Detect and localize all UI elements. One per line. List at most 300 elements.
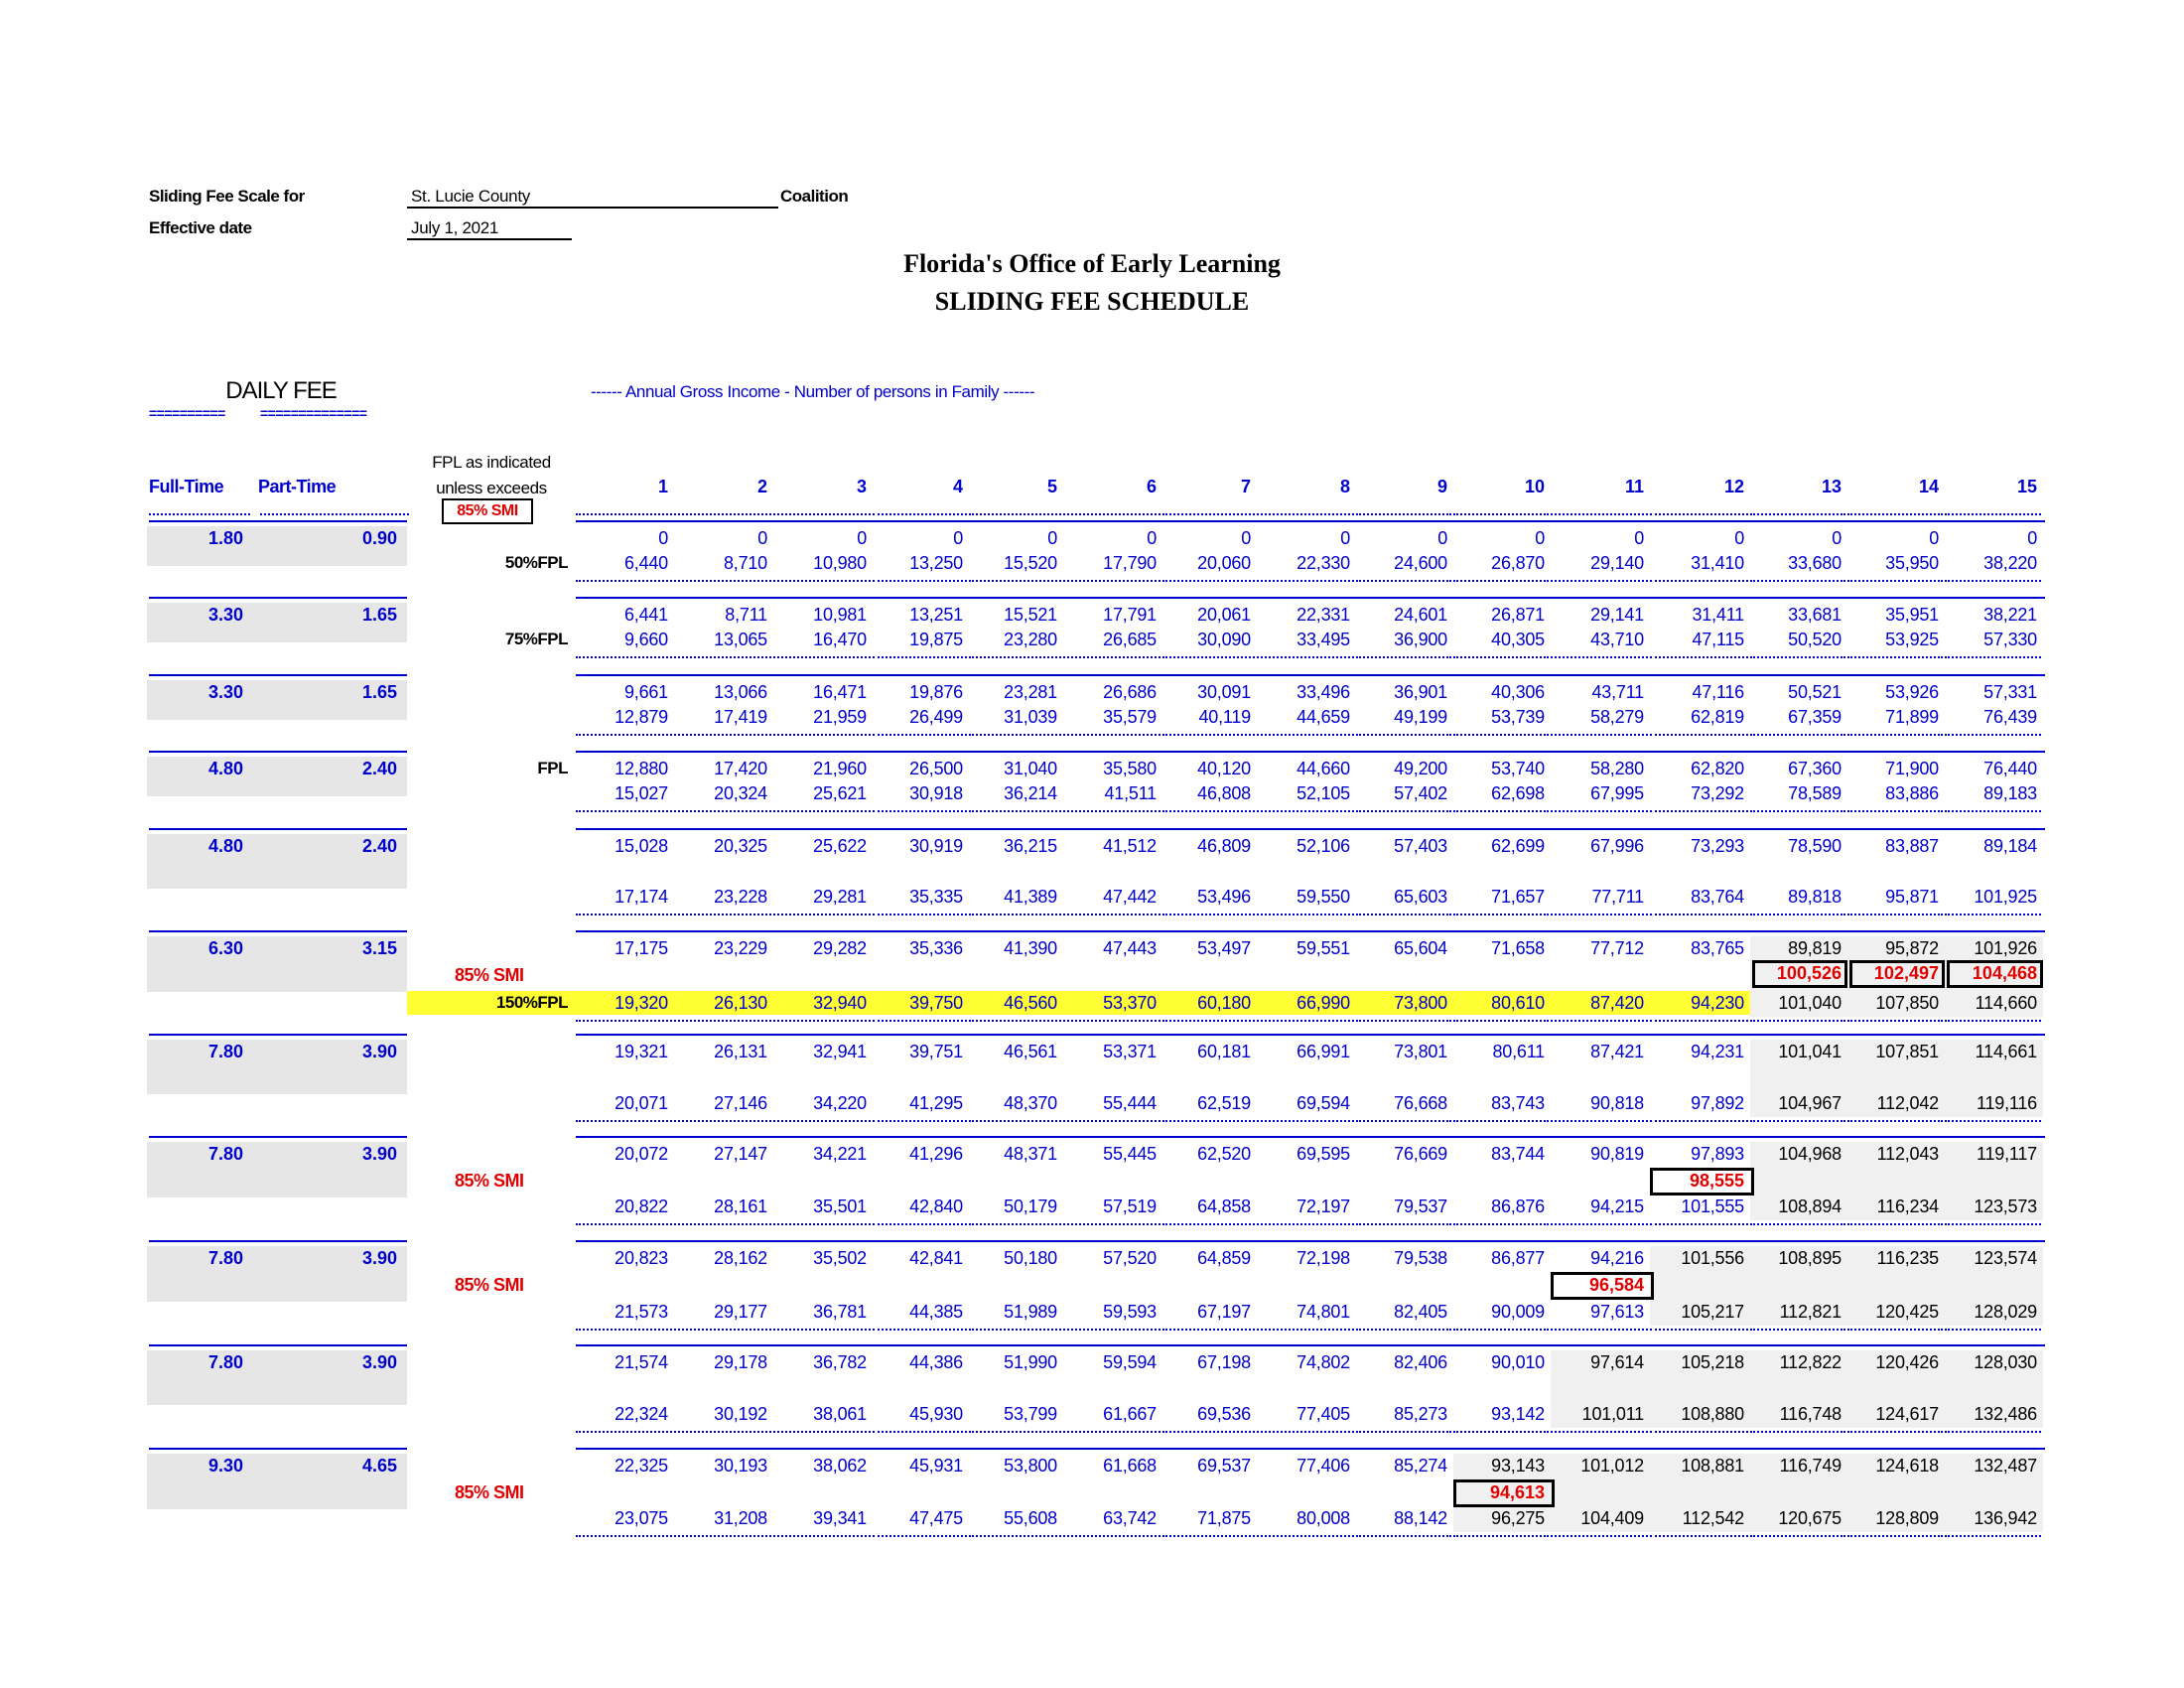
family-size-header: 2 — [756, 477, 767, 496]
income-low-cell: 13,066 — [714, 682, 767, 702]
header-dash-col — [773, 513, 871, 515]
income-low-cell: 53,371 — [1103, 1042, 1157, 1061]
tier-dash — [1356, 1535, 1451, 1537]
income-high-cell: 83,743 — [1491, 1093, 1545, 1113]
income-low-cell: 65,604 — [1394, 938, 1447, 958]
income-high-cell: 86,876 — [1491, 1196, 1545, 1216]
income-low-cell: 62,520 — [1197, 1144, 1251, 1164]
income-low-cell: 17,420 — [714, 759, 767, 778]
tier-dash — [1162, 656, 1255, 658]
income-high-cell: 108,880 — [1681, 1404, 1744, 1424]
tier-dash — [674, 656, 771, 658]
tier-dash — [576, 580, 672, 582]
tier-dash — [1356, 1223, 1451, 1225]
tier-dash — [1453, 1223, 1549, 1225]
income-high-cell: 38,061 — [813, 1404, 867, 1424]
income-high-cell: 47,442 — [1103, 887, 1157, 907]
income-high-cell: 29,140 — [1590, 553, 1644, 573]
income-low-cell: 39,751 — [909, 1042, 963, 1061]
income-low-cell: 41,296 — [909, 1144, 963, 1164]
tier-label: 50%FPL — [504, 553, 568, 572]
income-low-cell: 34,221 — [813, 1144, 867, 1164]
title-line2: SLIDING FEE SCHEDULE — [934, 287, 1250, 316]
income-high-cell: 90,818 — [1590, 1093, 1644, 1113]
tier-separator-right — [576, 1136, 2045, 1138]
income-low-cell: 108,895 — [1778, 1248, 1842, 1268]
full-time-fee: 7.80 — [207, 1248, 243, 1268]
income-low-cell: 31,040 — [1004, 759, 1057, 778]
tier-dash — [1945, 810, 2041, 812]
tier-dash — [969, 580, 1061, 582]
income-high-cell: 67,995 — [1590, 783, 1644, 803]
tier-dash — [1257, 1223, 1354, 1225]
tier-dash — [576, 1120, 672, 1122]
income-high-cell: 97,613 — [1590, 1302, 1644, 1322]
income-low-cell: 101,041 — [1778, 1042, 1842, 1061]
income-low-cell: 57,331 — [1983, 682, 2037, 702]
family-size-header: 11 — [1624, 477, 1644, 496]
income-low-cell: 23,229 — [714, 938, 767, 958]
income-low-cell: 101,012 — [1580, 1456, 1644, 1476]
tier-dash — [1257, 1020, 1354, 1022]
header-dash-col — [1650, 513, 1748, 515]
tier-separator — [149, 1136, 407, 1138]
income-high-cell: 94,215 — [1590, 1196, 1644, 1216]
income-high-cell: 15,027 — [614, 783, 668, 803]
income-low-cell: 95,872 — [1885, 938, 1939, 958]
income-high-cell: 89,818 — [1788, 887, 1842, 907]
income-low-cell: 94,216 — [1590, 1248, 1644, 1268]
tier-dash — [1945, 1120, 2041, 1122]
income-low-cell: 76,440 — [1983, 759, 2037, 778]
income-high-cell: 30,918 — [909, 783, 963, 803]
income-low-cell: 17,175 — [614, 938, 668, 958]
income-low-cell: 35,502 — [813, 1248, 867, 1268]
income-low-cell: 41,390 — [1004, 938, 1057, 958]
income-high-cell: 101,555 — [1681, 1196, 1744, 1216]
tier-dash — [773, 1535, 871, 1537]
income-low-cell: 97,893 — [1691, 1144, 1744, 1164]
income-low-cell: 90,819 — [1590, 1144, 1644, 1164]
income-low-cell: 87,421 — [1590, 1042, 1644, 1061]
tier-dash — [1650, 580, 1748, 582]
income-high-cell: 120,675 — [1778, 1508, 1842, 1528]
income-high-cell: 76,668 — [1394, 1093, 1447, 1113]
income-low-cell: 38,062 — [813, 1456, 867, 1476]
income-low-cell: 73,801 — [1394, 1042, 1447, 1061]
tier-dash — [1551, 1120, 1648, 1122]
income-low-cell: 112,822 — [1779, 1352, 1842, 1372]
income-low-cell: 105,218 — [1681, 1352, 1744, 1372]
tier-dash — [1063, 1020, 1160, 1022]
income-low-cell: 67,198 — [1197, 1352, 1251, 1372]
tier-dash — [1063, 1120, 1160, 1122]
income-high-cell: 53,925 — [1885, 630, 1939, 649]
fpl150-label: 150%FPL — [495, 993, 568, 1012]
income-low-cell: 114,661 — [1975, 1042, 2037, 1061]
title-line1: Florida's Office of Early Learning — [903, 249, 1281, 278]
tier-dash — [1847, 656, 1943, 658]
income-low-cell: 112,043 — [1876, 1144, 1939, 1164]
income-high-cell: 21,573 — [614, 1302, 668, 1322]
income-high-cell: 41,389 — [1004, 887, 1057, 907]
tier-dash — [1356, 810, 1451, 812]
income-low-cell: 20,072 — [614, 1144, 668, 1164]
income-low-cell: 0 — [1147, 528, 1157, 548]
full-time-fee: 7.80 — [207, 1042, 243, 1061]
income-low-cell: 101,556 — [1681, 1248, 1744, 1268]
tier-dash — [1847, 1020, 1943, 1022]
income-high-cell: 20,071 — [614, 1093, 668, 1113]
tier-separator — [149, 674, 407, 676]
family-size-header: 15 — [2016, 477, 2037, 496]
income-high-cell: 120,425 — [1875, 1302, 1939, 1322]
family-size-header: 14 — [1918, 477, 1939, 496]
family-size-header: 1 — [657, 477, 668, 496]
tier-dash — [1945, 1431, 2041, 1433]
full-time-header: Full-Time — [149, 477, 224, 496]
part-time-fee: 2.40 — [361, 836, 397, 856]
income-low-cell: 16,471 — [813, 682, 867, 702]
income-high-cell: 89,183 — [1983, 783, 2037, 803]
income-high-cell: 16,470 — [813, 630, 867, 649]
tier-dash — [1356, 914, 1451, 915]
income-high-cell: 105,217 — [1681, 1302, 1744, 1322]
income-low-cell: 44,386 — [909, 1352, 963, 1372]
income-high-cell: 114,660 — [1975, 993, 2037, 1013]
income-high-cell: 23,228 — [714, 887, 767, 907]
tier-dash — [773, 1431, 871, 1433]
income-high-cell: 23,075 — [614, 1508, 668, 1528]
tier-dash — [1257, 1535, 1354, 1537]
income-low-cell: 53,497 — [1197, 938, 1251, 958]
tier-separator — [149, 828, 407, 830]
income-high-cell: 31,208 — [714, 1508, 767, 1528]
income-high-cell: 50,179 — [1004, 1196, 1057, 1216]
tier-dash — [1551, 580, 1648, 582]
tier-separator-right — [576, 751, 2045, 753]
income-high-cell: 119,116 — [1977, 1093, 2037, 1113]
income-low-cell: 26,871 — [1491, 605, 1545, 625]
income-low-cell: 55,445 — [1103, 1144, 1157, 1164]
income-high-cell: 112,042 — [1876, 1093, 1939, 1113]
tier-dash — [1650, 1020, 1748, 1022]
tier-separator — [149, 930, 407, 932]
income-high-cell: 94,230 — [1691, 993, 1744, 1013]
tier-dash — [969, 914, 1061, 915]
income-low-cell: 20,061 — [1197, 605, 1251, 625]
income-high-cell: 25,621 — [813, 783, 867, 803]
full-time-fee: 4.80 — [207, 836, 243, 856]
tier-dash — [1750, 1120, 1845, 1122]
income-high-cell: 34,220 — [813, 1093, 867, 1113]
smi-value: 100,526 — [1776, 963, 1842, 983]
income-high-cell: 112,821 — [1779, 1302, 1842, 1322]
income-low-cell: 20,823 — [614, 1248, 668, 1268]
tier-separator — [149, 751, 407, 753]
income-low-cell: 28,162 — [714, 1248, 767, 1268]
tier-dash — [873, 810, 967, 812]
effective-label: Effective date — [149, 218, 252, 237]
income-low-cell: 101,926 — [1974, 938, 2037, 958]
income-high-cell: 33,495 — [1297, 630, 1350, 649]
income-high-cell: 31,039 — [1004, 707, 1057, 727]
tier-dash — [1650, 914, 1748, 915]
smi-value: 102,497 — [1873, 963, 1939, 983]
income-low-cell: 128,030 — [1974, 1352, 2037, 1372]
tier-separator — [149, 1034, 407, 1036]
income-high-cell: 71,657 — [1491, 887, 1545, 907]
income-low-cell: 74,802 — [1297, 1352, 1350, 1372]
income-low-cell: 15,521 — [1004, 605, 1057, 625]
income-high-cell: 13,250 — [909, 553, 963, 573]
income-high-cell: 79,537 — [1394, 1196, 1447, 1216]
income-high-cell: 27,146 — [714, 1093, 767, 1113]
income-high-cell: 62,698 — [1491, 783, 1545, 803]
income-low-cell: 46,561 — [1004, 1042, 1057, 1061]
income-high-cell: 123,573 — [1974, 1196, 2037, 1216]
header-dash-ft — [149, 513, 250, 515]
income-low-cell: 86,877 — [1491, 1248, 1545, 1268]
income-high-cell: 116,234 — [1876, 1196, 1939, 1216]
fpl-note-line1: FPL as indicated — [432, 453, 551, 472]
income-low-cell: 69,595 — [1297, 1144, 1350, 1164]
tier-dash — [873, 914, 967, 915]
income-low-cell: 50,180 — [1004, 1248, 1057, 1268]
income-low-cell: 33,496 — [1297, 682, 1350, 702]
income-low-cell: 67,360 — [1788, 759, 1842, 778]
income-high-cell: 76,439 — [1983, 707, 2037, 727]
tier-dash — [1650, 1329, 1748, 1331]
income-low-cell: 24,601 — [1394, 605, 1447, 625]
income-low-cell: 30,091 — [1197, 682, 1251, 702]
income-high-cell: 50,520 — [1788, 630, 1842, 649]
income-low-cell: 0 — [658, 528, 668, 548]
income-low-cell: 66,991 — [1297, 1042, 1350, 1061]
tier-dash — [1356, 580, 1451, 582]
income-high-cell: 57,402 — [1394, 783, 1447, 803]
income-high-cell: 53,799 — [1004, 1404, 1057, 1424]
tier-dash — [1945, 1020, 2041, 1022]
tier-dash — [969, 1535, 1061, 1537]
tier-dash — [969, 1020, 1061, 1022]
income-low-cell: 58,280 — [1590, 759, 1644, 778]
smi-value: 94,613 — [1489, 1482, 1545, 1502]
tier-dash — [576, 1329, 672, 1331]
full-time-fee: 9.30 — [207, 1456, 243, 1476]
income-low-cell: 76,669 — [1394, 1144, 1447, 1164]
income-low-cell: 0 — [1437, 528, 1447, 548]
income-low-cell: 45,931 — [909, 1456, 963, 1476]
income-low-cell: 42,841 — [909, 1248, 963, 1268]
tier-dash — [1847, 580, 1943, 582]
income-low-cell: 108,881 — [1681, 1456, 1744, 1476]
tier-dash — [969, 1329, 1061, 1331]
income-low-cell: 22,331 — [1297, 605, 1350, 625]
income-high-cell: 38,220 — [1983, 553, 2037, 573]
header-dash-col — [576, 513, 672, 515]
income-high-cell: 28,161 — [714, 1196, 767, 1216]
income-low-cell: 0 — [857, 528, 867, 548]
full-time-fee: 4.80 — [207, 759, 243, 778]
income-high-cell: 59,550 — [1297, 887, 1350, 907]
income-low-cell: 48,371 — [1004, 1144, 1057, 1164]
income-high-cell: 73,800 — [1394, 993, 1447, 1013]
tier-dash — [1257, 1431, 1354, 1433]
income-low-cell: 9,661 — [623, 682, 668, 702]
effective-date-field: July 1, 2021 — [407, 218, 572, 240]
income-low-cell: 0 — [953, 528, 963, 548]
daily-fee-underline-1: ========== — [149, 405, 225, 421]
income-high-cell: 41,511 — [1104, 783, 1157, 803]
family-size-header: 3 — [856, 477, 867, 496]
income-low-cell: 52,106 — [1297, 836, 1350, 856]
income-low-cell: 78,590 — [1788, 836, 1842, 856]
income-high-cell: 80,610 — [1491, 993, 1545, 1013]
income-low-cell: 0 — [1535, 528, 1545, 548]
tier-dash — [1257, 1120, 1354, 1122]
income-low-cell: 94,231 — [1691, 1042, 1744, 1061]
income-low-cell: 83,744 — [1491, 1144, 1545, 1164]
tier-separator — [149, 1240, 407, 1242]
tier-dash — [674, 734, 771, 736]
tier-dash — [1847, 1329, 1943, 1331]
tier-dash — [1162, 734, 1255, 736]
income-high-cell: 45,930 — [909, 1404, 963, 1424]
income-low-cell: 83,887 — [1885, 836, 1939, 856]
income-high-cell: 47,115 — [1692, 630, 1744, 649]
income-low-cell: 6,441 — [623, 605, 668, 625]
tier-dash — [1551, 1431, 1648, 1433]
income-high-cell: 59,593 — [1103, 1302, 1157, 1322]
income-low-cell: 93,143 — [1491, 1456, 1545, 1476]
income-low-cell: 33,681 — [1788, 605, 1842, 625]
tier-dash — [1750, 734, 1845, 736]
header-dash-col — [873, 513, 967, 515]
income-high-cell: 83,886 — [1885, 783, 1939, 803]
income-high-cell: 107,850 — [1875, 993, 1939, 1013]
income-low-cell: 0 — [757, 528, 767, 548]
fpl-note — [407, 450, 576, 501]
income-low-cell: 67,996 — [1590, 836, 1644, 856]
income-low-cell: 0 — [1634, 528, 1644, 548]
smi-value: 96,584 — [1588, 1275, 1644, 1295]
income-low-cell: 35,336 — [909, 938, 963, 958]
tier-dash — [1063, 1431, 1160, 1433]
tier-label: 75%FPL — [504, 630, 568, 648]
full-time-fee: 3.30 — [207, 682, 243, 702]
tier-separator-right — [576, 1034, 2045, 1036]
tier-dash — [1356, 1120, 1451, 1122]
family-size-header: 10 — [1524, 477, 1545, 496]
tier-dash — [1551, 1535, 1648, 1537]
tier-dash — [674, 1020, 771, 1022]
header-dash-col — [1257, 513, 1354, 515]
tier-separator-right — [576, 930, 2045, 932]
tier-dash — [674, 1120, 771, 1122]
part-time-fee: 3.90 — [361, 1248, 397, 1268]
income-high-cell: 62,819 — [1691, 707, 1744, 727]
tier-dash — [1945, 1329, 2041, 1331]
income-low-cell: 31,411 — [1692, 605, 1744, 625]
income-low-cell: 40,120 — [1197, 759, 1251, 778]
income-low-cell: 21,574 — [614, 1352, 668, 1372]
tier-dash — [1945, 580, 2041, 582]
tier-dash — [1162, 1535, 1255, 1537]
tier-dash — [1257, 914, 1354, 915]
income-low-cell: 44,660 — [1297, 759, 1350, 778]
income-high-cell: 104,409 — [1580, 1508, 1644, 1528]
income-low-cell: 0 — [1241, 528, 1251, 548]
header-dash-col — [969, 513, 1061, 515]
income-high-cell: 108,894 — [1778, 1196, 1842, 1216]
tier-dash — [873, 656, 967, 658]
income-high-cell: 64,858 — [1197, 1196, 1251, 1216]
income-high-cell: 22,324 — [614, 1404, 668, 1424]
income-high-cell: 35,579 — [1103, 707, 1157, 727]
income-low-cell: 12,880 — [614, 759, 668, 778]
tier-dash — [1750, 1329, 1845, 1331]
tier-dash — [1945, 734, 2041, 736]
tier-dash — [1453, 656, 1549, 658]
income-high-cell: 93,142 — [1491, 1404, 1545, 1424]
income-low-cell: 71,658 — [1491, 938, 1545, 958]
tier-dash — [1551, 734, 1648, 736]
tier-dash — [1162, 810, 1255, 812]
tier-dash — [1063, 1329, 1160, 1331]
income-low-cell: 116,235 — [1876, 1248, 1939, 1268]
income-low-cell: 90,010 — [1491, 1352, 1545, 1372]
income-low-cell: 26,131 — [714, 1042, 767, 1061]
family-size-header: 5 — [1046, 477, 1057, 496]
tier-dash — [1356, 1020, 1451, 1022]
tier-dash — [674, 810, 771, 812]
income-high-cell: 51,989 — [1004, 1302, 1057, 1322]
income-low-cell: 79,538 — [1394, 1248, 1447, 1268]
income-low-cell: 36,782 — [813, 1352, 867, 1372]
income-high-cell: 32,940 — [813, 993, 867, 1013]
tier-dash — [576, 734, 672, 736]
income-high-cell: 78,589 — [1788, 783, 1842, 803]
income-high-cell: 80,008 — [1297, 1508, 1350, 1528]
tier-separator — [149, 1344, 407, 1346]
tier-separator — [149, 1448, 407, 1450]
tier-dash — [1257, 810, 1354, 812]
income-high-cell: 57,330 — [1983, 630, 2037, 649]
income-high-cell: 101,040 — [1778, 993, 1842, 1013]
tier-dash — [674, 1329, 771, 1331]
income-high-cell: 101,925 — [1974, 887, 2037, 907]
tier-dash — [773, 1223, 871, 1225]
tier-dash — [873, 1223, 967, 1225]
income-high-cell: 101,011 — [1581, 1404, 1644, 1424]
income-high-cell: 77,405 — [1297, 1404, 1350, 1424]
income-high-cell: 26,499 — [909, 707, 963, 727]
tier-dash — [674, 1535, 771, 1537]
income-low-cell: 26,500 — [909, 759, 963, 778]
income-high-cell: 95,871 — [1885, 887, 1939, 907]
income-low-cell: 13,251 — [909, 605, 963, 625]
income-high-cell: 39,341 — [813, 1508, 867, 1528]
income-high-cell: 104,967 — [1778, 1093, 1842, 1113]
income-high-cell: 61,667 — [1103, 1404, 1157, 1424]
income-low-cell: 46,809 — [1197, 836, 1251, 856]
income-high-cell: 35,335 — [909, 887, 963, 907]
tier-dash — [873, 1020, 967, 1022]
tier-dash — [873, 1329, 967, 1331]
tier-dash — [873, 1120, 967, 1122]
tier-dash — [576, 656, 672, 658]
